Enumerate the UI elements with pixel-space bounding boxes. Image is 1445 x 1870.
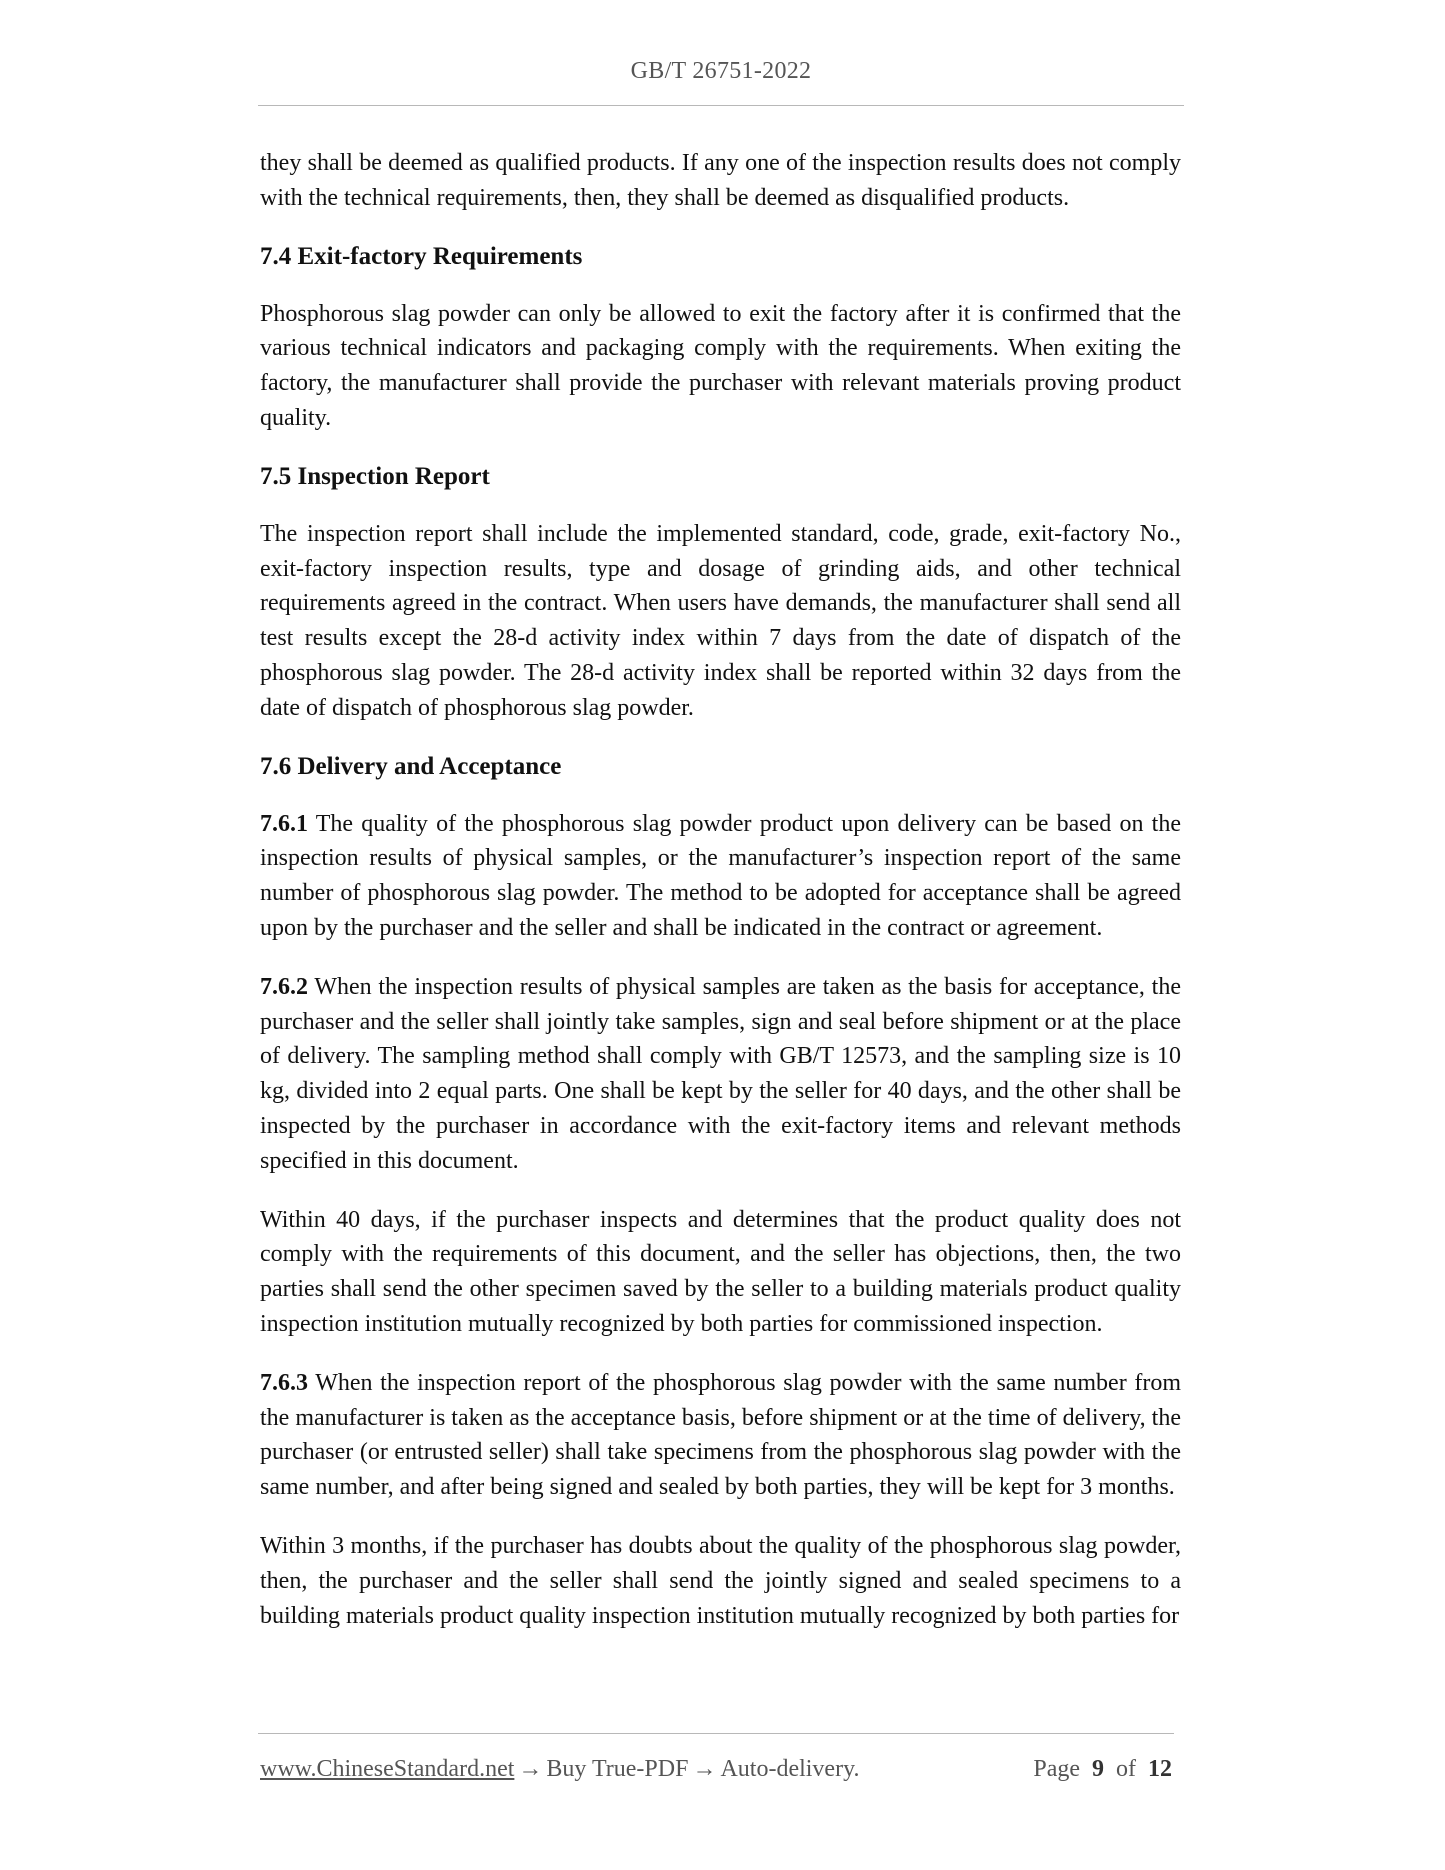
clause-7-6-2-paragraph-2: Within 40 days, if the purchaser inspects and determines that the product quality does not comply with the requirements of this document, and the seller has objections, then, the two parties shall send the other specimen saved by the seller to a building materials product quality inspection institution mutually recognized by both parties for commissioned inspection. [260, 1206, 1181, 1337]
header-divider [258, 105, 1184, 106]
clause-7-6-2-text: When the inspection results of physical samples are taken as the basis for acceptance, the purchaser and the seller shall jointly take samples, sign and seal before shipment or at the place of delivery. The sampling method shall comply with GB/T 12573, and the sampling size is 10 kg, divided into 2 equal parts. One shall be kept by the seller for 40 days, and the other shall be inspected by the purchaser in accordance with the exit-factory items and relevant methods specified in this document. [260, 973, 1181, 1174]
section-7-5-paragraph: The inspection report shall include the implemented standard, code, grade, exit-factory No., exit-factory inspection results, type and dosage of grinding aids, and other technical requirements agreed in the contract. When users have demands, the manufacturer shall send all test results except the 28-d activity index within 7 days from the date of dispatch of the phosphorous slag powder. The 28-d activity index shall be reported within 32 days from the date of dispatch of phosphorous slag powder. [260, 520, 1181, 721]
clause-7-6-1-text: The quality of the phosphorous slag powder product upon delivery can be based on the inspection results of physical samples, or the manufacturer’s inspection report of the same number of phosphorous slag powder. The method to be adopted for acceptance shall be agreed upon by the purchaser and the seller and shall be indicated in the contract or agreement. [260, 810, 1181, 941]
page-of-label: of [1116, 1756, 1136, 1782]
clause-number-7-6-3: 7.6.3 [260, 1369, 308, 1396]
clause-7-6-3-paragraph-2: Within 3 months, if the purchaser has doubts about the quality of the phosphorous slag powder, then, the purchaser and the seller shall send the jointly signed and sealed specimens to a building materials product quality inspection institution mutually recognized by both parties for [260, 1532, 1181, 1629]
arrow-right-icon: → [692, 1756, 717, 1782]
delivery-text: Auto-delivery. [720, 1756, 860, 1782]
section-heading-7-5: 7.5 Inspection Report [260, 462, 490, 490]
clause-7-6-3 [260, 1366, 1181, 1505]
section-heading-7-4: 7.4 Exit-factory Requirements [260, 242, 583, 270]
page-number: 9 [1092, 1756, 1104, 1782]
footer-divider [258, 1733, 1174, 1734]
page-indicator [1033, 1756, 1172, 1783]
section-heading-7-6: 7.6 Delivery and Acceptance [260, 752, 562, 780]
document-body [260, 146, 1181, 1657]
clause-7-6-3-text: When the inspection report of the phosphorous slag powder with the same number from the manufacturer is taken as the acceptance basis, before shipment or at the time of delivery, the purchaser (or entrusted seller) shall take specimens from the phosphorous slag powder with the same number, and after being signed and sealed by both parties, they will be kept for 3 months. [260, 1369, 1181, 1501]
arrow-right-icon: → [518, 1756, 543, 1782]
clause-number-7-6-1: 7.6.1 [260, 810, 308, 837]
website-link[interactable]: www.ChineseStandard.net [260, 1756, 515, 1782]
section-7-4-paragraph: Phosphorous slag powder can only be allowed to exit the factory after it is confirmed that the various technical indicators and packaging comply with the requirements. When exiting the factory, the manufacturer shall provide the purchaser with relevant materials proving product quality. [260, 300, 1181, 431]
page-header: GB/T 26751-2022 [630, 58, 812, 84]
page-label: Page [1033, 1756, 1080, 1782]
footer-promo [260, 1756, 860, 1783]
clause-number-7-6-2: 7.6.2 [260, 973, 308, 1000]
buy-text: Buy True-PDF [546, 1756, 689, 1782]
clause-7-6-1 [260, 807, 1181, 946]
continuation-paragraph: they shall be deemed as qualified products. If any one of the inspection results does not comply with the technical requirements, then, they shall be deemed as disqualified products. [260, 150, 1181, 211]
clause-7-6-2 [260, 970, 1181, 1179]
page-total: 12 [1148, 1756, 1172, 1782]
